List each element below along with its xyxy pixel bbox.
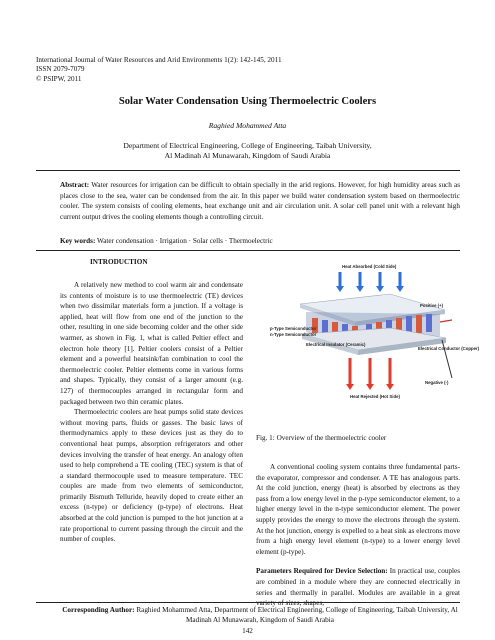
- p-type-label: p-Type Semiconductor: [270, 326, 317, 331]
- keywords-text: Water condensation · Irrigation · Solar cells · Thermoelectric: [97, 237, 273, 245]
- corresponding-author-label: Corresponding Author:: [62, 606, 135, 614]
- abstract-bottom-rule: [36, 250, 460, 251]
- left-column: [60, 280, 243, 545]
- journal-issn: ISSN 2079-7079: [36, 65, 85, 74]
- journal-header: [36, 56, 282, 84]
- journal-copyright: © PSIPW, 2011: [36, 74, 82, 83]
- paper-title: Solar Water Condensation Using Thermoelectric Coolers: [118, 96, 377, 107]
- abstract: [60, 180, 460, 222]
- insulator-label: Electrical Insulator (Ceramic): [306, 342, 366, 347]
- heat-rejected-arrows: [346, 358, 394, 390]
- affiliation-line-1: Department of Electrical Engineering, College of Engineering, Taibah University,: [123, 141, 372, 150]
- corresponding-author: [60, 606, 460, 626]
- conductor-label: Electrical Conductor (Copper): [418, 346, 480, 351]
- parameters-heading: Parameters Required for Device Selection:: [256, 567, 388, 576]
- introduction-heading: INTRODUCTION: [90, 258, 148, 266]
- footer-rule: [36, 602, 460, 603]
- abstract-top-rule: [36, 170, 460, 171]
- heat-absorbed-arrows: [336, 272, 404, 292]
- right-paragraph-1: A conventional cooling system contains three fundamental parts-the evaporator, compressor and condenser. A TE has analogous parts. At the cold junction, energy (heat) is absorbed by electrons as they pass from a low energy level in the p-type semiconductor element, to a higher energy level in the n-type semiconductor element. The power supply provides the energy to move the electrons through the system. At the hot junction, energy is expelled to a heat sink as electrons move from a high energy level element (n-type) to a lower energy level element (p-type).: [256, 463, 460, 556]
- affiliation-line-2: Al Madinah Al Munawarah, Kingdom of Saudi Arabia: [164, 151, 331, 161]
- author-affiliation: [60, 141, 435, 161]
- figure-caption: Fig. 1: Overview of the thermoelectric cooler: [256, 434, 387, 442]
- paper-author: Raghied Mohammed Atta: [208, 121, 287, 130]
- positive-wire: [440, 320, 452, 322]
- parameters-text: In practical use, couples are combined in a module where they are connected electrically in series and thermally in parallel. Modules are available in a great variety of sizes, shapes,: [256, 567, 460, 608]
- heat-rejected-label: Heat Rejected (Hot Side): [350, 394, 400, 399]
- intro-paragraph-2: Thermoelectric coolers are heat pumps solid state devices without moving parts, fluids or gasses. The basic laws of thermodynamics apply to these devices just as they do to conventional heat pumps, absorption refrigerators and other devices involving the transfer of heat energy. An analogy often used to help comprehend a TE cooling (TEC) system is that of a standard thermocouple used to measure temperature. TEC couples are made from two elements of semiconductor, primarily Bismuth Telluride, heavily doped to create either an excess (n-type) or deficiency (p-type) of electrons. Heat absorbed at the cold junction is pumped to the hot junction at a rate proportional to current passing through the circuit and the number of couples.: [60, 408, 243, 544]
- abstract-label: Abstract:: [60, 181, 90, 189]
- journal-citation: International Journal of Water Resources and Arid Environments 1(2): 142-145, 2011: [36, 56, 282, 64]
- n-type-label: n-Type Semiconductor: [270, 332, 317, 337]
- keywords: [60, 237, 460, 245]
- thermoelectric-figure: [270, 258, 480, 430]
- positive-label: Positive (+): [420, 303, 444, 308]
- page-number: 142: [242, 627, 253, 635]
- keywords-label: Key words:: [60, 237, 96, 245]
- heat-absorbed-label: Heat Absorbed (Cold Side): [342, 264, 397, 269]
- abstract-text: Water resources for irrigation can be difficult to obtain specially in the arid regions. However, for high humidity areas such as places close to the sea, water can be condensed from the air. In this paper we build water condensation system based on thermoelectric cooler. The system consists of cooling elements, heat exchange unit and air circulation unit. A solar cell panel unit with a relevant high current output drives the cooling elements though a controlling circuit.: [60, 181, 460, 221]
- negative-label: Negative (-): [425, 380, 449, 385]
- corresponding-author-text: Raghied Mohammed Atta, Department of Electrical Engineering, College of Engineering, Taibah University, Al Madinah Al Munawarah, Kingdom of Saudi Arabia: [136, 606, 458, 624]
- right-column: [256, 462, 460, 609]
- intro-paragraph-1: A relatively new method to cool warm air and condensate its contents of moisture is to use thermoelectric (TE) devices when two dissimilar materials form a junction. If a voltage is applied, heat will flow from one end of the junction to the other, resulting in one side becoming colder and the other side warmer, as shown in Fig. 1, what is called Peltier effect and electron hole theory [1]. Peltier coolers consist of a Peltier element and a powerful heatsink/fan combination to cool the thermoelectric cooler. Peltier elements come in various forms and shapes. Typically, they consist of a larger amount (e.g. 127) of thermocouples arranged in rectangular form and packaged between two thin ceramic plates.: [60, 281, 243, 406]
